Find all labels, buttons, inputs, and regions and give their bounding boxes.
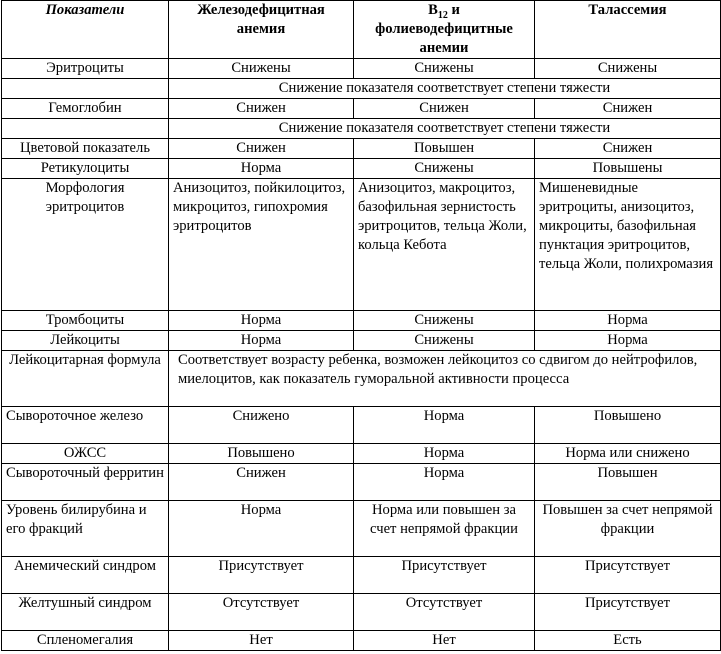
header-b12-rest: и фолиеводефицитные анемии	[375, 2, 513, 56]
row-label: Сывороточное железо	[2, 407, 169, 444]
cell-thalassemia: Норма	[535, 331, 721, 351]
row-label: Цветовой показатель	[2, 139, 169, 159]
cell-b12-folate: Присутствует	[354, 557, 535, 594]
header-indicators: Показатели	[2, 1, 169, 59]
cell-iron-deficiency: Снижены	[169, 59, 354, 79]
table-row	[2, 159, 721, 179]
cell-thalassemia: Повышено	[535, 407, 721, 444]
table-row	[2, 501, 721, 557]
header-thalassemia: Талассемия	[535, 1, 721, 59]
anemia-comparison-table	[1, 0, 721, 651]
header-b12-folate	[354, 1, 535, 59]
cell-iron-deficiency: Снижен	[169, 99, 354, 119]
cell-b12-folate: Норма	[354, 407, 535, 444]
header-row	[2, 1, 721, 59]
row-label: Тромбоциты	[2, 311, 169, 331]
cell-thalassemia: Повышены	[535, 159, 721, 179]
cell-thalassemia: Повышен	[535, 464, 721, 501]
row-label-empty	[2, 79, 169, 99]
table-row	[2, 179, 721, 311]
cell-b12-folate: Снижены	[354, 59, 535, 79]
table-row	[2, 594, 721, 631]
cell-iron-deficiency: Присутствует	[169, 557, 354, 594]
cell-b12-folate: Снижены	[354, 159, 535, 179]
table-row	[2, 407, 721, 444]
merged-note-cell: Снижение показателя соответствует степени тяжести	[169, 79, 721, 99]
cell-iron-deficiency: Отсутствует	[169, 594, 354, 631]
cell-thalassemia: Есть	[535, 631, 721, 651]
table-row	[2, 464, 721, 501]
row-label: ОЖСС	[2, 444, 169, 464]
cell-iron-deficiency: Снижен	[169, 464, 354, 501]
merged-note-cell: Снижение показателя соответствует степени тяжести	[169, 119, 721, 139]
table-row	[2, 99, 721, 119]
merged-formula-cell: Соответствует возрасту ребенка, возможен лейкоцитоз со сдвигом до нейтрофилов, миелоцитов, как показатель гуморальной активности процесса	[169, 351, 721, 407]
cell-b12-folate: Норма	[354, 444, 535, 464]
row-label-empty	[2, 119, 169, 139]
row-label: Спленомегалия	[2, 631, 169, 651]
cell-iron-deficiency: Нет	[169, 631, 354, 651]
cell-thalassemia: Норма или снижено	[535, 444, 721, 464]
cell-iron-deficiency: Норма	[169, 311, 354, 331]
cell-thalassemia: Снижены	[535, 59, 721, 79]
row-label: Лейкоциты	[2, 331, 169, 351]
table-row	[2, 557, 721, 594]
row-label: Морфология эритроцитов	[2, 179, 169, 311]
table-row	[2, 351, 721, 407]
row-label: Анемический синдром	[2, 557, 169, 594]
cell-b12-folate: Анизоцитоз, макроцитоз, базофильная зернистость эритроцитов, тельца Жоли, кольца Кебота	[354, 179, 535, 311]
row-label: Гемоглобин	[2, 99, 169, 119]
table-row	[2, 119, 721, 139]
cell-thalassemia: Присутствует	[535, 557, 721, 594]
table-row	[2, 444, 721, 464]
table-row	[2, 311, 721, 331]
cell-b12-folate: Норма или повышен за счет непрямой фракции	[354, 501, 535, 557]
row-label: Лейкоцитарная формула	[2, 351, 169, 407]
cell-thalassemia: Снижен	[535, 139, 721, 159]
row-label: Уровень билирубина и его фракций	[2, 501, 169, 557]
cell-iron-deficiency: Снижено	[169, 407, 354, 444]
table-row	[2, 139, 721, 159]
cell-iron-deficiency: Повышено	[169, 444, 354, 464]
cell-iron-deficiency: Норма	[169, 331, 354, 351]
header-iron-deficiency: Железодефицитная анемия	[169, 1, 354, 59]
cell-iron-deficiency: Норма	[169, 159, 354, 179]
table-row	[2, 631, 721, 651]
cell-b12-folate: Снижен	[354, 99, 535, 119]
table-row	[2, 331, 721, 351]
header-b12-letter: B	[428, 2, 438, 18]
cell-thalassemia: Повышен за счет непрямой фракции	[535, 501, 721, 557]
cell-thalassemia: Мишеневидные эритроциты, анизоцитоз, микроциты, базофильная пунктация эритроцитов, тельца Жоли, полихромазия	[535, 179, 721, 311]
cell-iron-deficiency: Анизоцитоз, пойкилоцитоз, микроцитоз, гипохромия эритроцитов	[169, 179, 354, 311]
cell-iron-deficiency: Норма	[169, 501, 354, 557]
cell-thalassemia: Норма	[535, 311, 721, 331]
header-b12-subscript: 12	[437, 9, 448, 21]
cell-b12-folate: Норма	[354, 464, 535, 501]
cell-b12-folate: Отсутствует	[354, 594, 535, 631]
cell-thalassemia: Присутствует	[535, 594, 721, 631]
cell-iron-deficiency: Снижен	[169, 139, 354, 159]
row-label: Сывороточный ферритин	[2, 464, 169, 501]
row-label: Ретикулоциты	[2, 159, 169, 179]
row-label: Эритроциты	[2, 59, 169, 79]
cell-b12-folate: Снижены	[354, 331, 535, 351]
cell-b12-folate: Нет	[354, 631, 535, 651]
table-row	[2, 59, 721, 79]
cell-b12-folate: Снижены	[354, 311, 535, 331]
cell-b12-folate: Повышен	[354, 139, 535, 159]
cell-thalassemia: Снижен	[535, 99, 721, 119]
table-row	[2, 79, 721, 99]
row-label: Желтушный синдром	[2, 594, 169, 631]
